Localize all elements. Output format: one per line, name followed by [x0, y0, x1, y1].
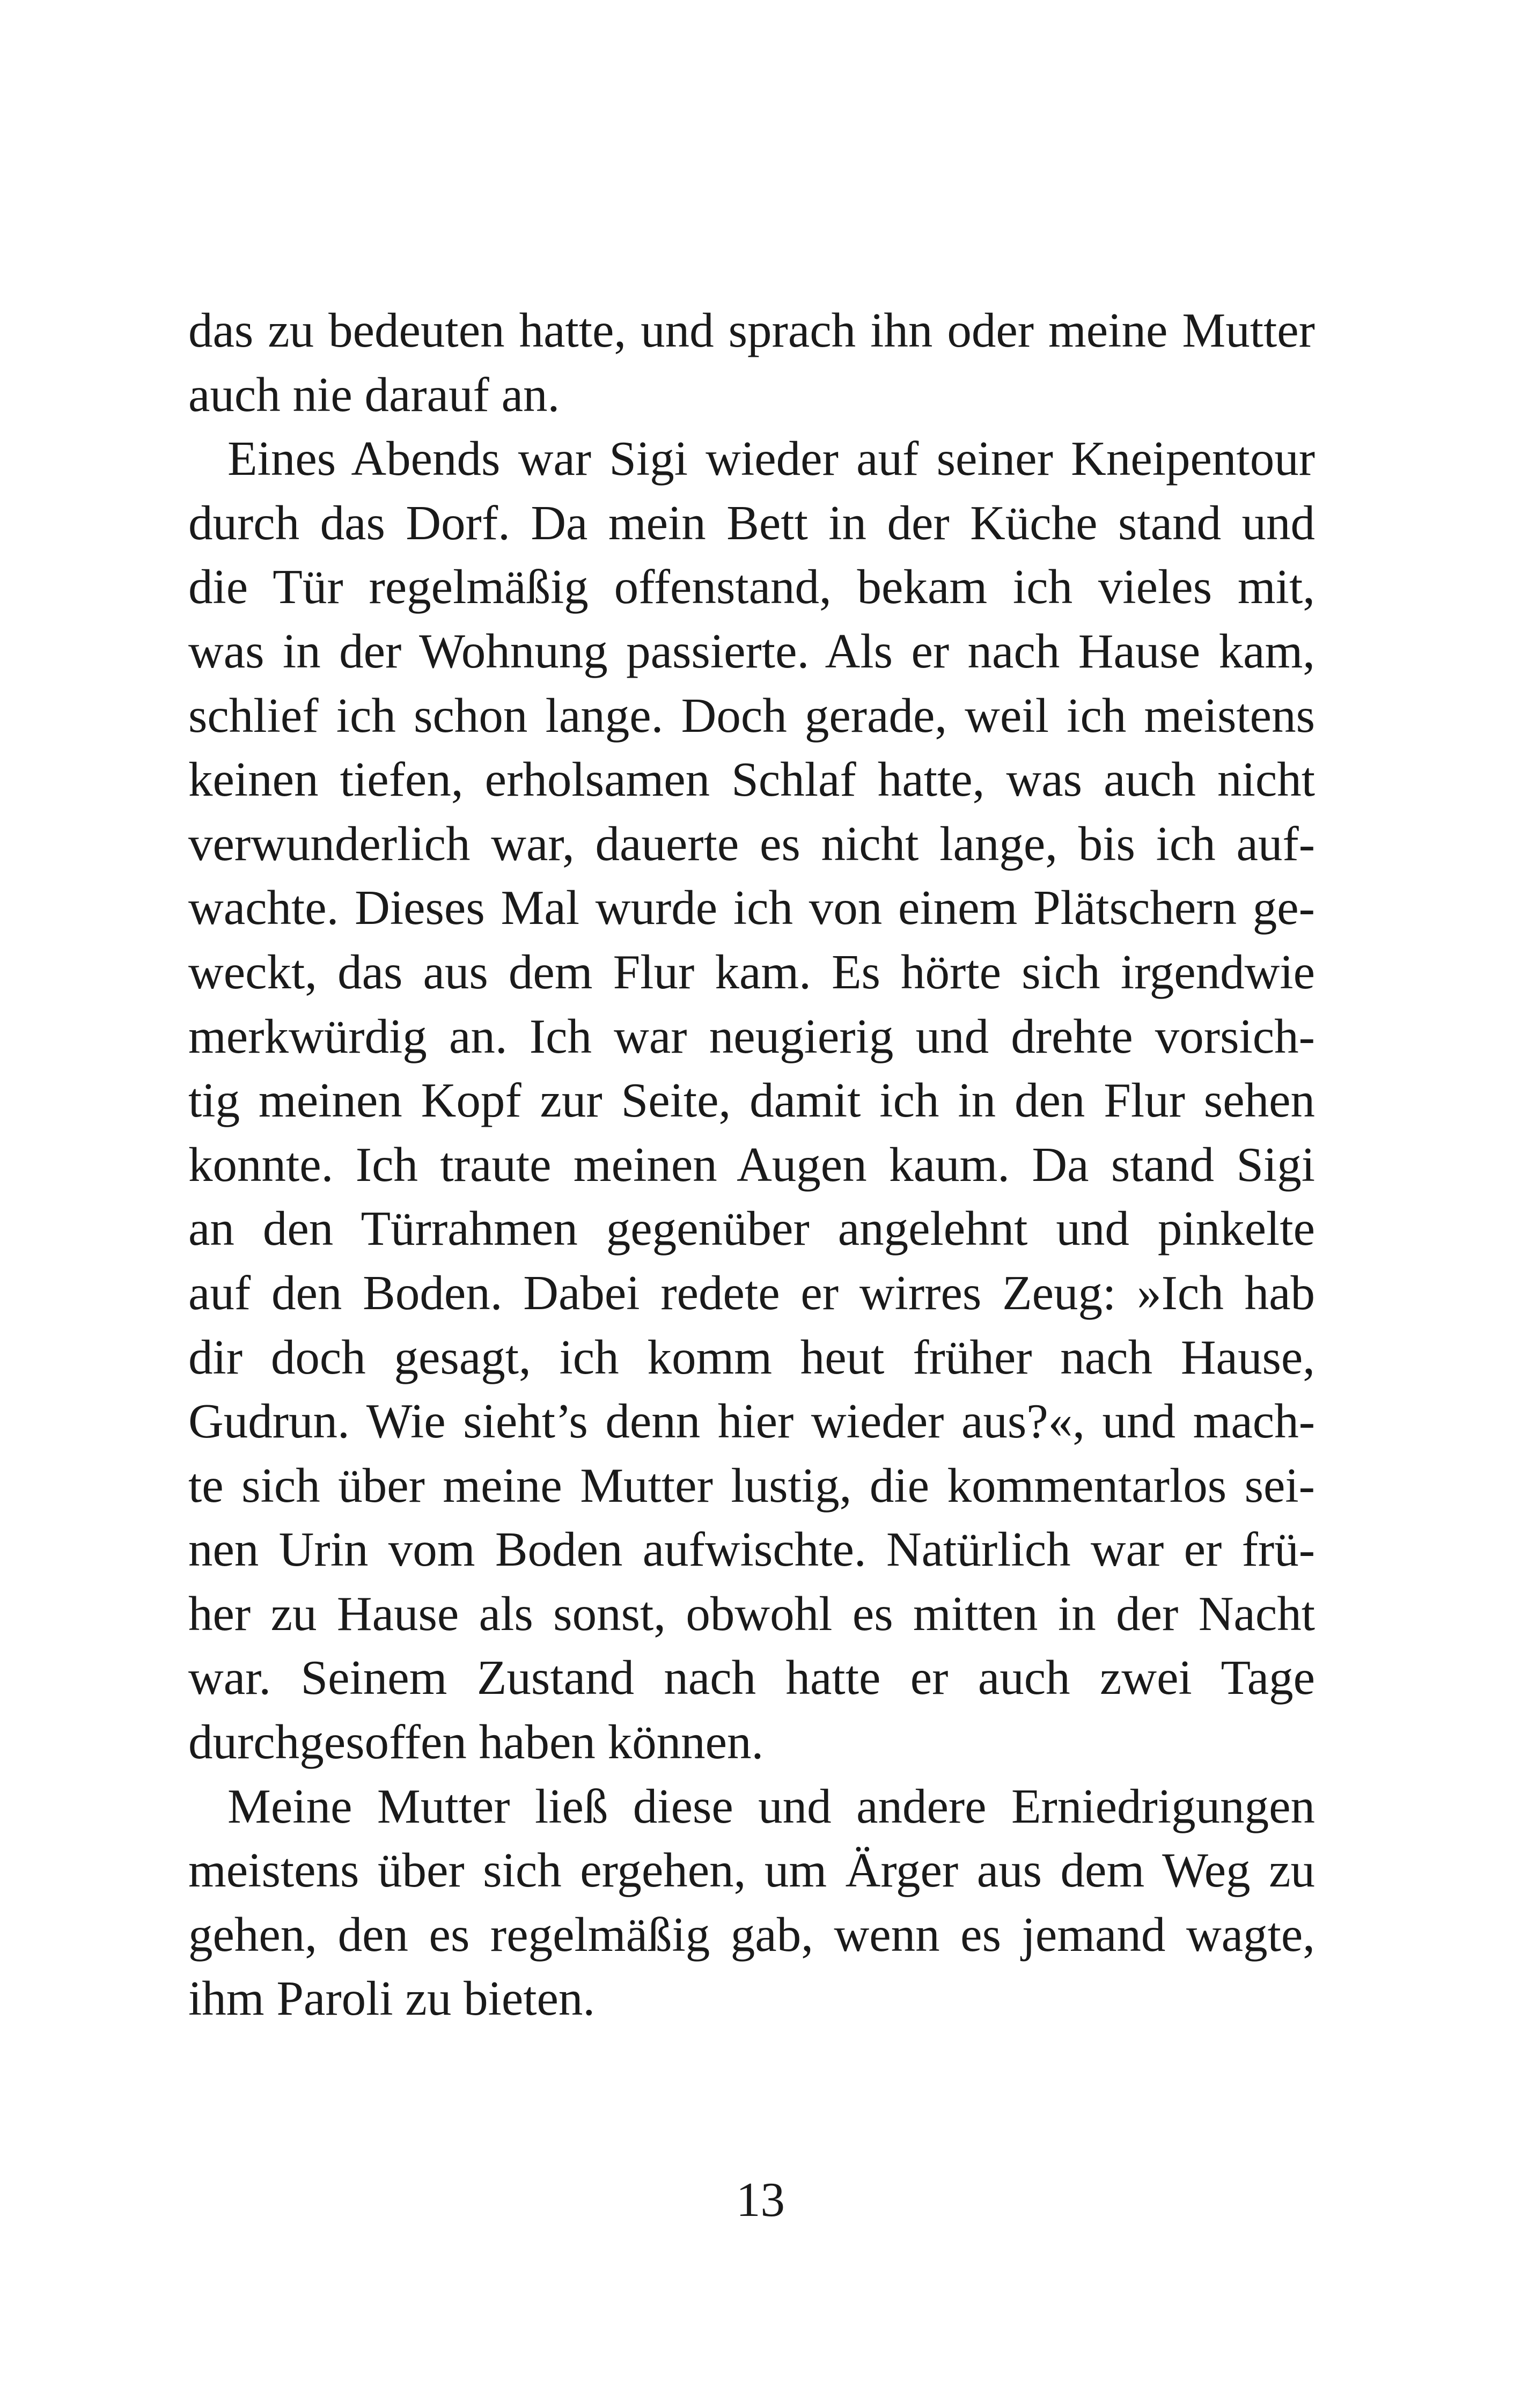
- page-number: 13: [736, 2172, 785, 2227]
- text-line: schlief ich schon lange. Doch gerade, weil ich meistens: [188, 688, 1315, 743]
- text-line: das zu bedeuten hatte, und sprach ihn oder meine Mutter: [188, 303, 1315, 357]
- text-line: auf den Boden. Dabei redete er wirres Zeug: »Ich hab: [188, 1265, 1315, 1320]
- text-line: Eines Abends war Sigi wieder auf seiner Kneipentour: [227, 431, 1315, 486]
- text-line: dir doch gesagt, ich komm heut früher nach Hause,: [188, 1330, 1315, 1384]
- body-text: [188, 298, 1315, 2031]
- text-line: Meine Mutter ließ diese und andere Erniedrigungen: [227, 1779, 1315, 1833]
- text-line: Gudrun. Wie sieht’s denn hier wieder aus?«, und mach-: [188, 1394, 1315, 1449]
- text-line: tig meinen Kopf zur Seite, damit ich in den Flur sehen: [188, 1073, 1315, 1128]
- text-line: keinen tiefen, erholsamen Schlaf hatte, was auch nicht: [188, 752, 1315, 807]
- text-line: auch nie darauf an.: [188, 367, 560, 422]
- text-line: weckt, das aus dem Flur kam. Es hörte sich irgendwie: [188, 944, 1315, 999]
- text-line: verwunderlich war, dauerte es nicht lange, bis ich auf-: [188, 816, 1315, 871]
- text-line: nen Urin vom Boden aufwischte. Natürlich war er frü-: [188, 1522, 1315, 1577]
- text-line: was in der Wohnung passierte. Als er nach Hause kam,: [188, 623, 1315, 678]
- text-line: meistens über sich ergehen, um Ärger aus dem Weg zu: [188, 1843, 1315, 1898]
- text-line: durchgesoffen haben können.: [188, 1715, 764, 1770]
- text-line: an den Türrahmen gegenüber angelehnt und pinkelte: [188, 1201, 1315, 1256]
- text-line: merkwürdig an. Ich war neugierig und drehte vorsich-: [188, 1009, 1315, 1063]
- text-line: wachte. Dieses Mal wurde ich von einem Plätschern ge-: [188, 880, 1315, 935]
- text-line: die Tür regelmäßig offenstand, bekam ich vieles mit,: [188, 560, 1315, 614]
- text-line: ihm Paroli zu bieten.: [188, 1971, 596, 2026]
- text-line: konnte. Ich traute meinen Augen kaum. Da stand Sigi: [188, 1137, 1315, 1192]
- text-line: war. Seinem Zustand nach hatte er auch zwei Tage: [188, 1650, 1315, 1705]
- text-line: her zu Hause als sonst, obwohl es mitten in der Nacht: [188, 1586, 1315, 1641]
- text-line: durch das Dorf. Da mein Bett in der Küche stand und: [188, 495, 1315, 550]
- text-line: gehen, den es regelmäßig gab, wenn es jemand wagte,: [188, 1907, 1315, 1962]
- text-line: te sich über meine Mutter lustig, die kommentarlos sei-: [188, 1458, 1315, 1513]
